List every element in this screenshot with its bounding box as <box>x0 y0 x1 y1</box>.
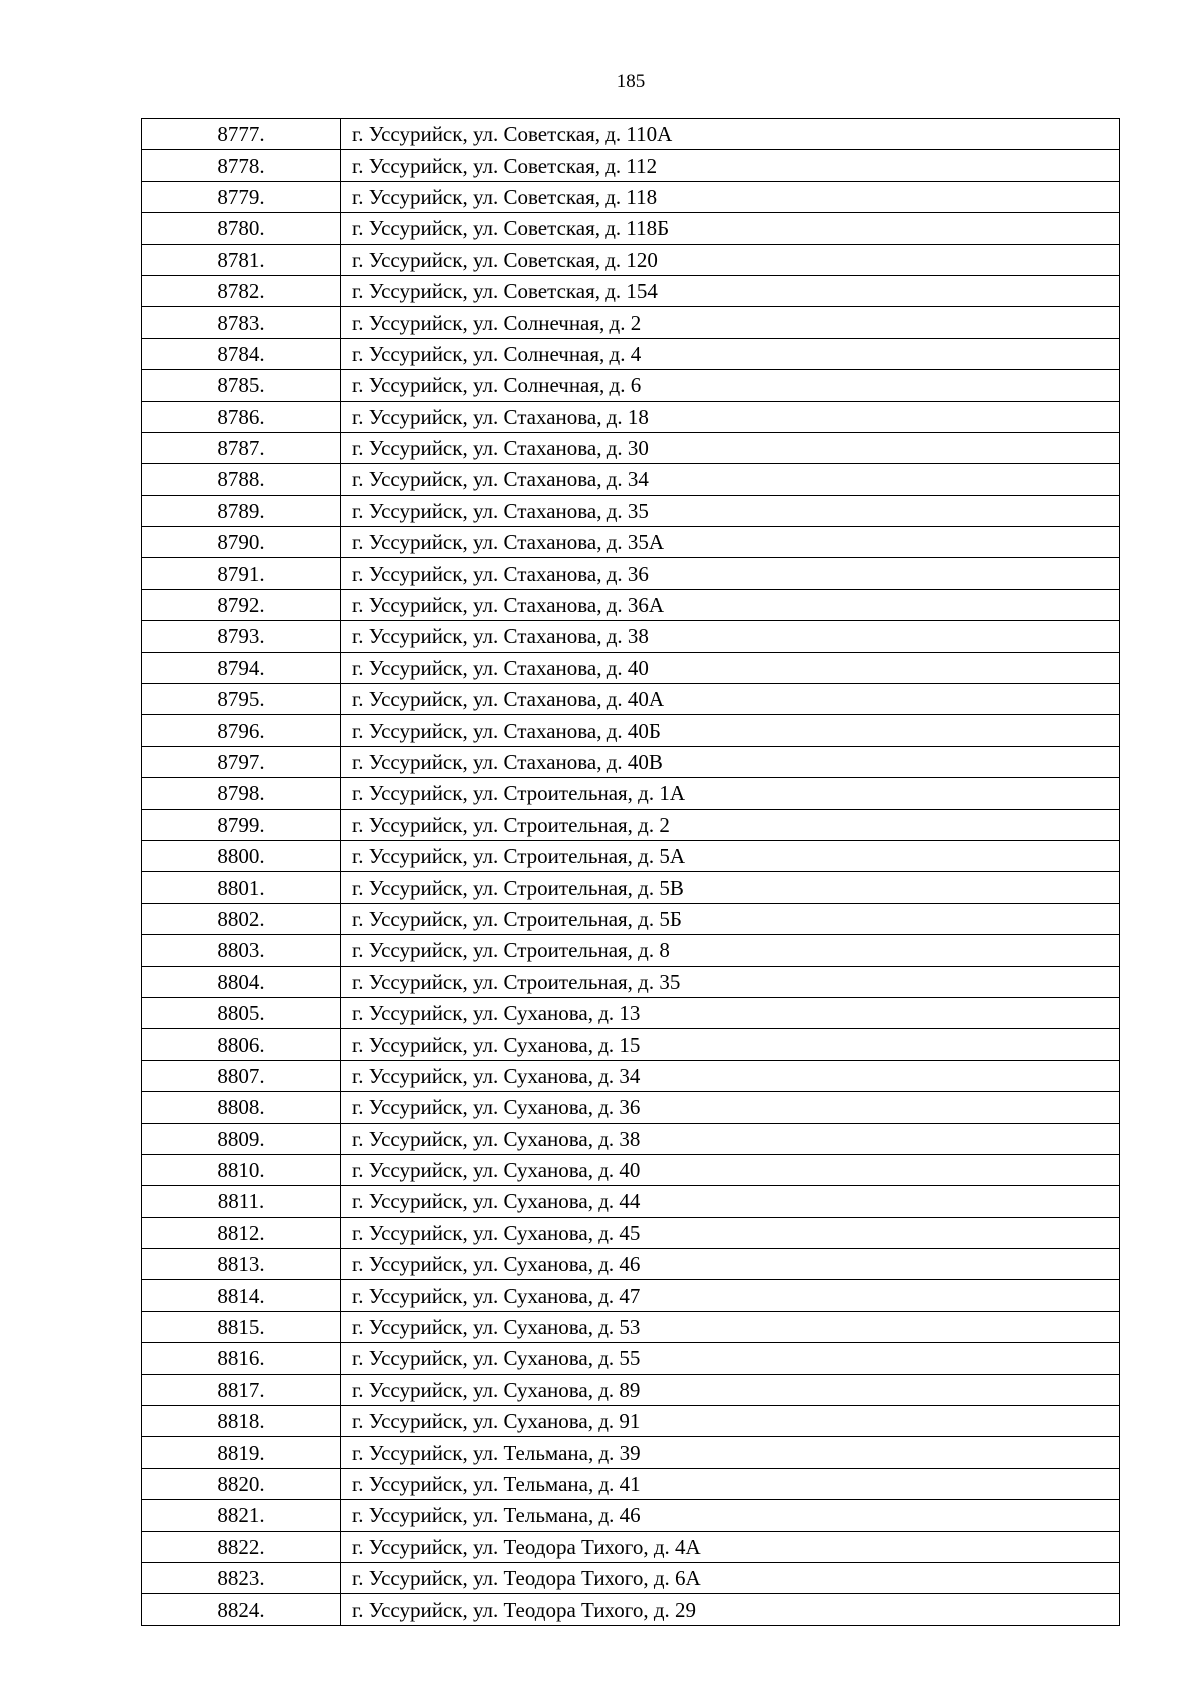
table-row <box>142 840 1120 871</box>
address-cell: г. Уссурийск, ул. Суханова, д. 53 <box>341 1311 1120 1342</box>
row-number-cell: 8781. <box>142 244 341 275</box>
table-row <box>142 1280 1120 1311</box>
table-row <box>142 464 1120 495</box>
table-row <box>142 1154 1120 1185</box>
table-row <box>142 997 1120 1028</box>
address-cell: г. Уссурийск, ул. Тельмана, д. 41 <box>341 1468 1120 1499</box>
row-number-cell: 8806. <box>142 1029 341 1060</box>
row-number-cell: 8809. <box>142 1123 341 1154</box>
table-row <box>142 1374 1120 1405</box>
address-cell: г. Уссурийск, ул. Суханова, д. 45 <box>341 1217 1120 1248</box>
table-row <box>142 1343 1120 1374</box>
address-cell: г. Уссурийск, ул. Суханова, д. 34 <box>341 1060 1120 1091</box>
row-number-cell: 8821. <box>142 1500 341 1531</box>
row-number-cell: 8789. <box>142 495 341 526</box>
table-row <box>142 621 1120 652</box>
table-row <box>142 652 1120 683</box>
address-cell: г. Уссурийск, ул. Стаханова, д. 36 <box>341 558 1120 589</box>
page-number: 185 <box>616 71 646 92</box>
table-row <box>142 903 1120 934</box>
table-row <box>142 527 1120 558</box>
table-row <box>142 1406 1120 1437</box>
table-row <box>142 589 1120 620</box>
row-number-cell: 8797. <box>142 746 341 777</box>
row-number-cell: 8777. <box>142 119 341 150</box>
row-number-cell: 8802. <box>142 903 341 934</box>
row-number-cell: 8805. <box>142 997 341 1028</box>
row-number-cell: 8780. <box>142 213 341 244</box>
table-row <box>142 1060 1120 1091</box>
table-row <box>142 1029 1120 1060</box>
address-cell: г. Уссурийск, ул. Стаханова, д. 40В <box>341 746 1120 777</box>
table-row <box>142 1437 1120 1468</box>
address-cell: г. Уссурийск, ул. Стаханова, д. 40Б <box>341 715 1120 746</box>
address-cell: г. Уссурийск, ул. Строительная, д. 8 <box>341 935 1120 966</box>
address-cell: г. Уссурийск, ул. Строительная, д. 5А <box>341 840 1120 871</box>
address-cell: г. Уссурийск, ул. Суханова, д. 55 <box>341 1343 1120 1374</box>
row-number-cell: 8779. <box>142 181 341 212</box>
address-cell: г. Уссурийск, ул. Суханова, д. 13 <box>341 997 1120 1028</box>
address-cell: г. Уссурийск, ул. Советская, д. 118Б <box>341 213 1120 244</box>
row-number-cell: 8817. <box>142 1374 341 1405</box>
row-number-cell: 8822. <box>142 1531 341 1562</box>
row-number-cell: 8800. <box>142 840 341 871</box>
address-cell: г. Уссурийск, ул. Теодора Тихого, д. 29 <box>341 1594 1120 1625</box>
table-row <box>142 338 1120 369</box>
table-row <box>142 1092 1120 1123</box>
table-row <box>142 1311 1120 1342</box>
table-row <box>142 213 1120 244</box>
address-cell: г. Уссурийск, ул. Строительная, д. 2 <box>341 809 1120 840</box>
address-cell: г. Уссурийск, ул. Солнечная, д. 2 <box>341 307 1120 338</box>
address-cell: г. Уссурийск, ул. Суханова, д. 38 <box>341 1123 1120 1154</box>
row-number-cell: 8784. <box>142 338 341 369</box>
row-number-cell: 8782. <box>142 275 341 306</box>
address-cell: г. Уссурийск, ул. Суханова, д. 91 <box>341 1406 1120 1437</box>
address-cell: г. Уссурийск, ул. Стаханова, д. 38 <box>341 621 1120 652</box>
row-number-cell: 8790. <box>142 527 341 558</box>
address-table <box>141 118 1120 1626</box>
row-number-cell: 8818. <box>142 1406 341 1437</box>
row-number-cell: 8813. <box>142 1249 341 1280</box>
address-cell: г. Уссурийск, ул. Строительная, д. 1А <box>341 778 1120 809</box>
table-row <box>142 684 1120 715</box>
table-row <box>142 307 1120 338</box>
address-cell: г. Уссурийск, ул. Суханова, д. 15 <box>341 1029 1120 1060</box>
row-number-cell: 8794. <box>142 652 341 683</box>
address-cell: г. Уссурийск, ул. Советская, д. 110А <box>341 119 1120 150</box>
row-number-cell: 8793. <box>142 621 341 652</box>
address-cell: г. Уссурийск, ул. Суханова, д. 40 <box>341 1154 1120 1185</box>
address-cell: г. Уссурийск, ул. Строительная, д. 5В <box>341 872 1120 903</box>
row-number-cell: 8814. <box>142 1280 341 1311</box>
table-row <box>142 1249 1120 1280</box>
table-row <box>142 809 1120 840</box>
row-number-cell: 8799. <box>142 809 341 840</box>
address-cell: г. Уссурийск, ул. Солнечная, д. 6 <box>341 370 1120 401</box>
row-number-cell: 8795. <box>142 684 341 715</box>
table-row <box>142 432 1120 463</box>
address-cell: г. Уссурийск, ул. Стаханова, д. 30 <box>341 432 1120 463</box>
table-row <box>142 558 1120 589</box>
row-number-cell: 8820. <box>142 1468 341 1499</box>
row-number-cell: 8796. <box>142 715 341 746</box>
address-cell: г. Уссурийск, ул. Стаханова, д. 40 <box>341 652 1120 683</box>
table-row <box>142 370 1120 401</box>
table-row <box>142 746 1120 777</box>
table-row <box>142 1500 1120 1531</box>
row-number-cell: 8807. <box>142 1060 341 1091</box>
row-number-cell: 8778. <box>142 150 341 181</box>
table-row <box>142 495 1120 526</box>
address-cell: г. Уссурийск, ул. Тельмана, д. 39 <box>341 1437 1120 1468</box>
table-row <box>142 1468 1120 1499</box>
address-cell: г. Уссурийск, ул. Теодора Тихого, д. 4А <box>341 1531 1120 1562</box>
address-cell: г. Уссурийск, ул. Советская, д. 112 <box>341 150 1120 181</box>
table-row <box>142 872 1120 903</box>
table-row <box>142 244 1120 275</box>
row-number-cell: 8788. <box>142 464 341 495</box>
address-cell: г. Уссурийск, ул. Тельмана, д. 46 <box>341 1500 1120 1531</box>
address-cell: г. Уссурийск, ул. Суханова, д. 89 <box>341 1374 1120 1405</box>
table-row <box>142 1531 1120 1562</box>
row-number-cell: 8823. <box>142 1562 341 1593</box>
table-row <box>142 715 1120 746</box>
table-row <box>142 935 1120 966</box>
address-cell: г. Уссурийск, ул. Суханова, д. 47 <box>341 1280 1120 1311</box>
table-row <box>142 119 1120 150</box>
address-cell: г. Уссурийск, ул. Теодора Тихого, д. 6А <box>341 1562 1120 1593</box>
address-cell: г. Уссурийск, ул. Суханова, д. 44 <box>341 1186 1120 1217</box>
row-number-cell: 8798. <box>142 778 341 809</box>
address-cell: г. Уссурийск, ул. Советская, д. 120 <box>341 244 1120 275</box>
row-number-cell: 8815. <box>142 1311 341 1342</box>
row-number-cell: 8801. <box>142 872 341 903</box>
row-number-cell: 8803. <box>142 935 341 966</box>
table-row <box>142 275 1120 306</box>
row-number-cell: 8810. <box>142 1154 341 1185</box>
row-number-cell: 8824. <box>142 1594 341 1625</box>
table-row <box>142 1217 1120 1248</box>
row-number-cell: 8786. <box>142 401 341 432</box>
row-number-cell: 8804. <box>142 966 341 997</box>
row-number-cell: 8808. <box>142 1092 341 1123</box>
row-number-cell: 8785. <box>142 370 341 401</box>
row-number-cell: 8816. <box>142 1343 341 1374</box>
address-cell: г. Уссурийск, ул. Суханова, д. 46 <box>341 1249 1120 1280</box>
address-cell: г. Уссурийск, ул. Стаханова, д. 40А <box>341 684 1120 715</box>
table-row <box>142 1562 1120 1593</box>
row-number-cell: 8791. <box>142 558 341 589</box>
address-cell: г. Уссурийск, ул. Солнечная, д. 4 <box>341 338 1120 369</box>
table-row <box>142 150 1120 181</box>
table-row <box>142 966 1120 997</box>
address-cell: г. Уссурийск, ул. Советская, д. 154 <box>341 275 1120 306</box>
row-number-cell: 8819. <box>142 1437 341 1468</box>
address-cell: г. Уссурийск, ул. Суханова, д. 36 <box>341 1092 1120 1123</box>
address-cell: г. Уссурийск, ул. Стаханова, д. 35 <box>341 495 1120 526</box>
address-cell: г. Уссурийск, ул. Стаханова, д. 35А <box>341 527 1120 558</box>
address-cell: г. Уссурийск, ул. Стаханова, д. 36А <box>341 589 1120 620</box>
address-cell: г. Уссурийск, ул. Стаханова, д. 18 <box>341 401 1120 432</box>
row-number-cell: 8783. <box>142 307 341 338</box>
row-number-cell: 8812. <box>142 1217 341 1248</box>
table-row <box>142 1594 1120 1625</box>
table-row <box>142 778 1120 809</box>
row-number-cell: 8811. <box>142 1186 341 1217</box>
address-cell: г. Уссурийск, ул. Строительная, д. 35 <box>341 966 1120 997</box>
row-number-cell: 8792. <box>142 589 341 620</box>
address-cell: г. Уссурийск, ул. Советская, д. 118 <box>341 181 1120 212</box>
table-row <box>142 181 1120 212</box>
table-row <box>142 401 1120 432</box>
address-cell: г. Уссурийск, ул. Стаханова, д. 34 <box>341 464 1120 495</box>
table-row <box>142 1123 1120 1154</box>
address-cell: г. Уссурийск, ул. Строительная, д. 5Б <box>341 903 1120 934</box>
table-row <box>142 1186 1120 1217</box>
address-table-body <box>142 119 1120 1626</box>
row-number-cell: 8787. <box>142 432 341 463</box>
